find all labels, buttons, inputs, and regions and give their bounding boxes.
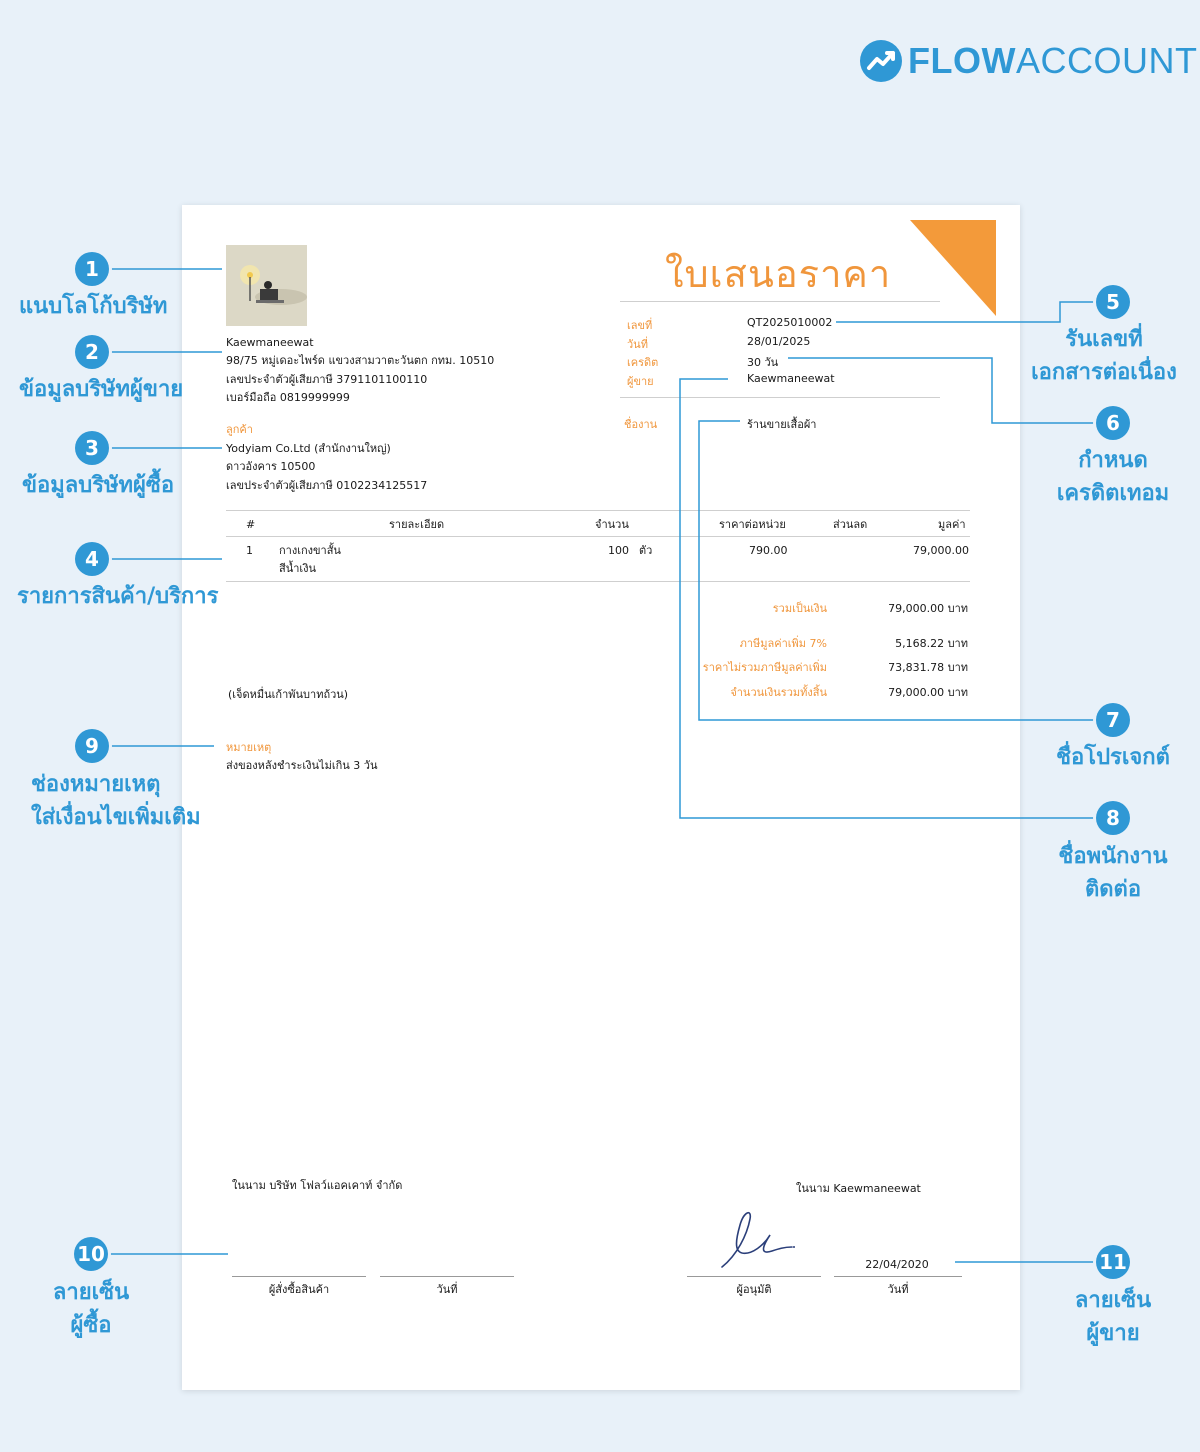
seller-tax-id: เลขประจำตัวผู้เสียภาษี 3791101100110: [226, 373, 428, 386]
seller-phone: เบอร์มือถือ 0819999999: [226, 391, 350, 404]
callout-badge-4: 4: [75, 542, 109, 576]
pre-vat-value: 73,831.78 บาท: [888, 661, 968, 674]
callout-text-7: ชื่อโปรเจกต์: [1056, 745, 1170, 770]
callout-badge-9: 9: [75, 729, 109, 763]
col-header-unit-price: ราคาต่อหน่วย: [719, 518, 786, 531]
row-quantity: 100: [608, 544, 629, 557]
project-label: ชื่องาน: [624, 418, 658, 431]
buyer-date-label: วันที่: [436, 1283, 458, 1296]
vat-value: 5,168.22 บาท: [895, 637, 968, 650]
seller-sign-date: 22/04/2020: [865, 1258, 929, 1271]
vat-label: ภาษีมูลค่าเพิ่ม 7%: [739, 637, 827, 650]
col-header-amount: มูลค่า: [938, 518, 966, 531]
row-unit: ตัว: [639, 544, 653, 557]
doc-number-label: เลขที่: [627, 319, 653, 332]
col-header-discount: ส่วนลด: [833, 518, 868, 531]
approver-label: ผู้อนุมัติ: [736, 1283, 772, 1296]
buyer-on-behalf: ในนาม บริษัท โฟลว์แอคเคาท์ จำกัด: [232, 1179, 403, 1192]
subtotal-label: รวมเป็นเงิน: [772, 602, 827, 615]
callout-text-6: กำหนด เครดิตเทอม: [1056, 448, 1170, 506]
row-description-detail: สีน้ำเงิน: [279, 562, 317, 575]
customer-address: ดาวอังคาร 10500: [226, 460, 316, 473]
document-title: ใบเสนอราคา: [665, 252, 892, 296]
doc-date: 28/01/2025: [747, 335, 811, 348]
credit-label: เครดิต: [627, 356, 659, 369]
callout-text-11: ลายเซ็น ผู้ขาย: [1074, 1288, 1152, 1346]
customer-label: ลูกค้า: [226, 423, 253, 436]
doc-number: QT2025010002: [747, 316, 833, 329]
callout-text-2: ข้อมูลบริษัทผู้ขาย: [19, 377, 184, 402]
col-header-no: #: [246, 518, 256, 531]
row-no: 1: [246, 544, 253, 557]
seller-on-behalf: ในนาม Kaewmaneewat: [796, 1182, 921, 1195]
row-description: กางเกงขาสั้น: [279, 544, 341, 557]
doc-date-label: วันที่: [627, 338, 648, 351]
callout-badge-3: 3: [75, 431, 109, 465]
credit-term: 30 วัน: [747, 356, 779, 369]
seller-address: 98/75 หมู่เดอะไพร์ด แขวงสามวาตะวันตก กทม. 10510: [226, 354, 495, 367]
customer-name: Yodyiam Co.Ltd (สำนักงานใหญ่): [226, 442, 391, 455]
callout-badge-1: 1: [75, 252, 109, 286]
row-unit-price: 790.00: [749, 544, 788, 557]
salesperson-label: ผู้ขาย: [627, 375, 654, 388]
callout-text-5: รันเลขที่ เอกสารต่อเนื่อง: [1031, 327, 1177, 385]
callout-badge-7: 7: [1096, 703, 1130, 737]
callout-badge-11: 11: [1096, 1245, 1130, 1279]
remark-text: ส่งของหลังชำระเงินไม่เกิน 3 วัน: [226, 759, 378, 772]
customer-tax-id: เลขประจำตัวผู้เสียภาษี 0102234125517: [226, 479, 428, 492]
remark-label: หมายเหตุ: [226, 741, 272, 754]
callout-badge-10: 10: [74, 1237, 108, 1271]
grand-total-value: 79,000.00 บาท: [888, 686, 968, 699]
brand-name: FLOWACCOUNT: [908, 40, 1198, 81]
callout-text-9: ช่องหมายเหตุ ใส่เงื่อนไขเพิ่มเติม: [31, 772, 201, 830]
callout-badge-6: 6: [1096, 406, 1130, 440]
pre-vat-label: ราคาไม่รวมภาษีมูลค่าเพิ่ม: [702, 661, 827, 674]
subtotal-value: 79,000.00 บาท: [888, 602, 968, 615]
callout-badge-8: 8: [1096, 801, 1130, 835]
row-amount: 79,000.00: [913, 544, 969, 557]
project-name: ร้านขายเสื้อผ้า: [747, 418, 817, 431]
callout-text-4: รายการสินค้า/บริการ: [17, 584, 219, 609]
col-header-quantity: จำนวน: [595, 518, 629, 531]
callout-text-10: ลายเซ็น ผู้ซื้อ: [52, 1280, 130, 1338]
callout-text-1: แนบโลโก้บริษัท: [19, 294, 168, 319]
callout-text-3: ข้อมูลบริษัทผู้ซื้อ: [22, 473, 175, 498]
salesperson: Kaewmaneewat: [747, 372, 835, 385]
callout-text-8: ชื่อพนักงาน ติดต่อ: [1058, 844, 1168, 902]
amount-in-words: (เจ็ดหมื่นเก้าพันบาทถ้วน): [228, 688, 349, 701]
seller-date-label: วันที่: [887, 1283, 909, 1296]
callout-badge-5: 5: [1096, 285, 1130, 319]
col-header-description: รายละเอียด: [389, 518, 445, 531]
grand-total-label: จำนวนเงินรวมทั้งสิ้น: [730, 686, 827, 699]
seller-name: Kaewmaneewat: [226, 336, 314, 349]
callout-badge-2: 2: [75, 335, 109, 369]
buyer-sign-label: ผู้สั่งซื้อสินค้า: [268, 1283, 330, 1296]
